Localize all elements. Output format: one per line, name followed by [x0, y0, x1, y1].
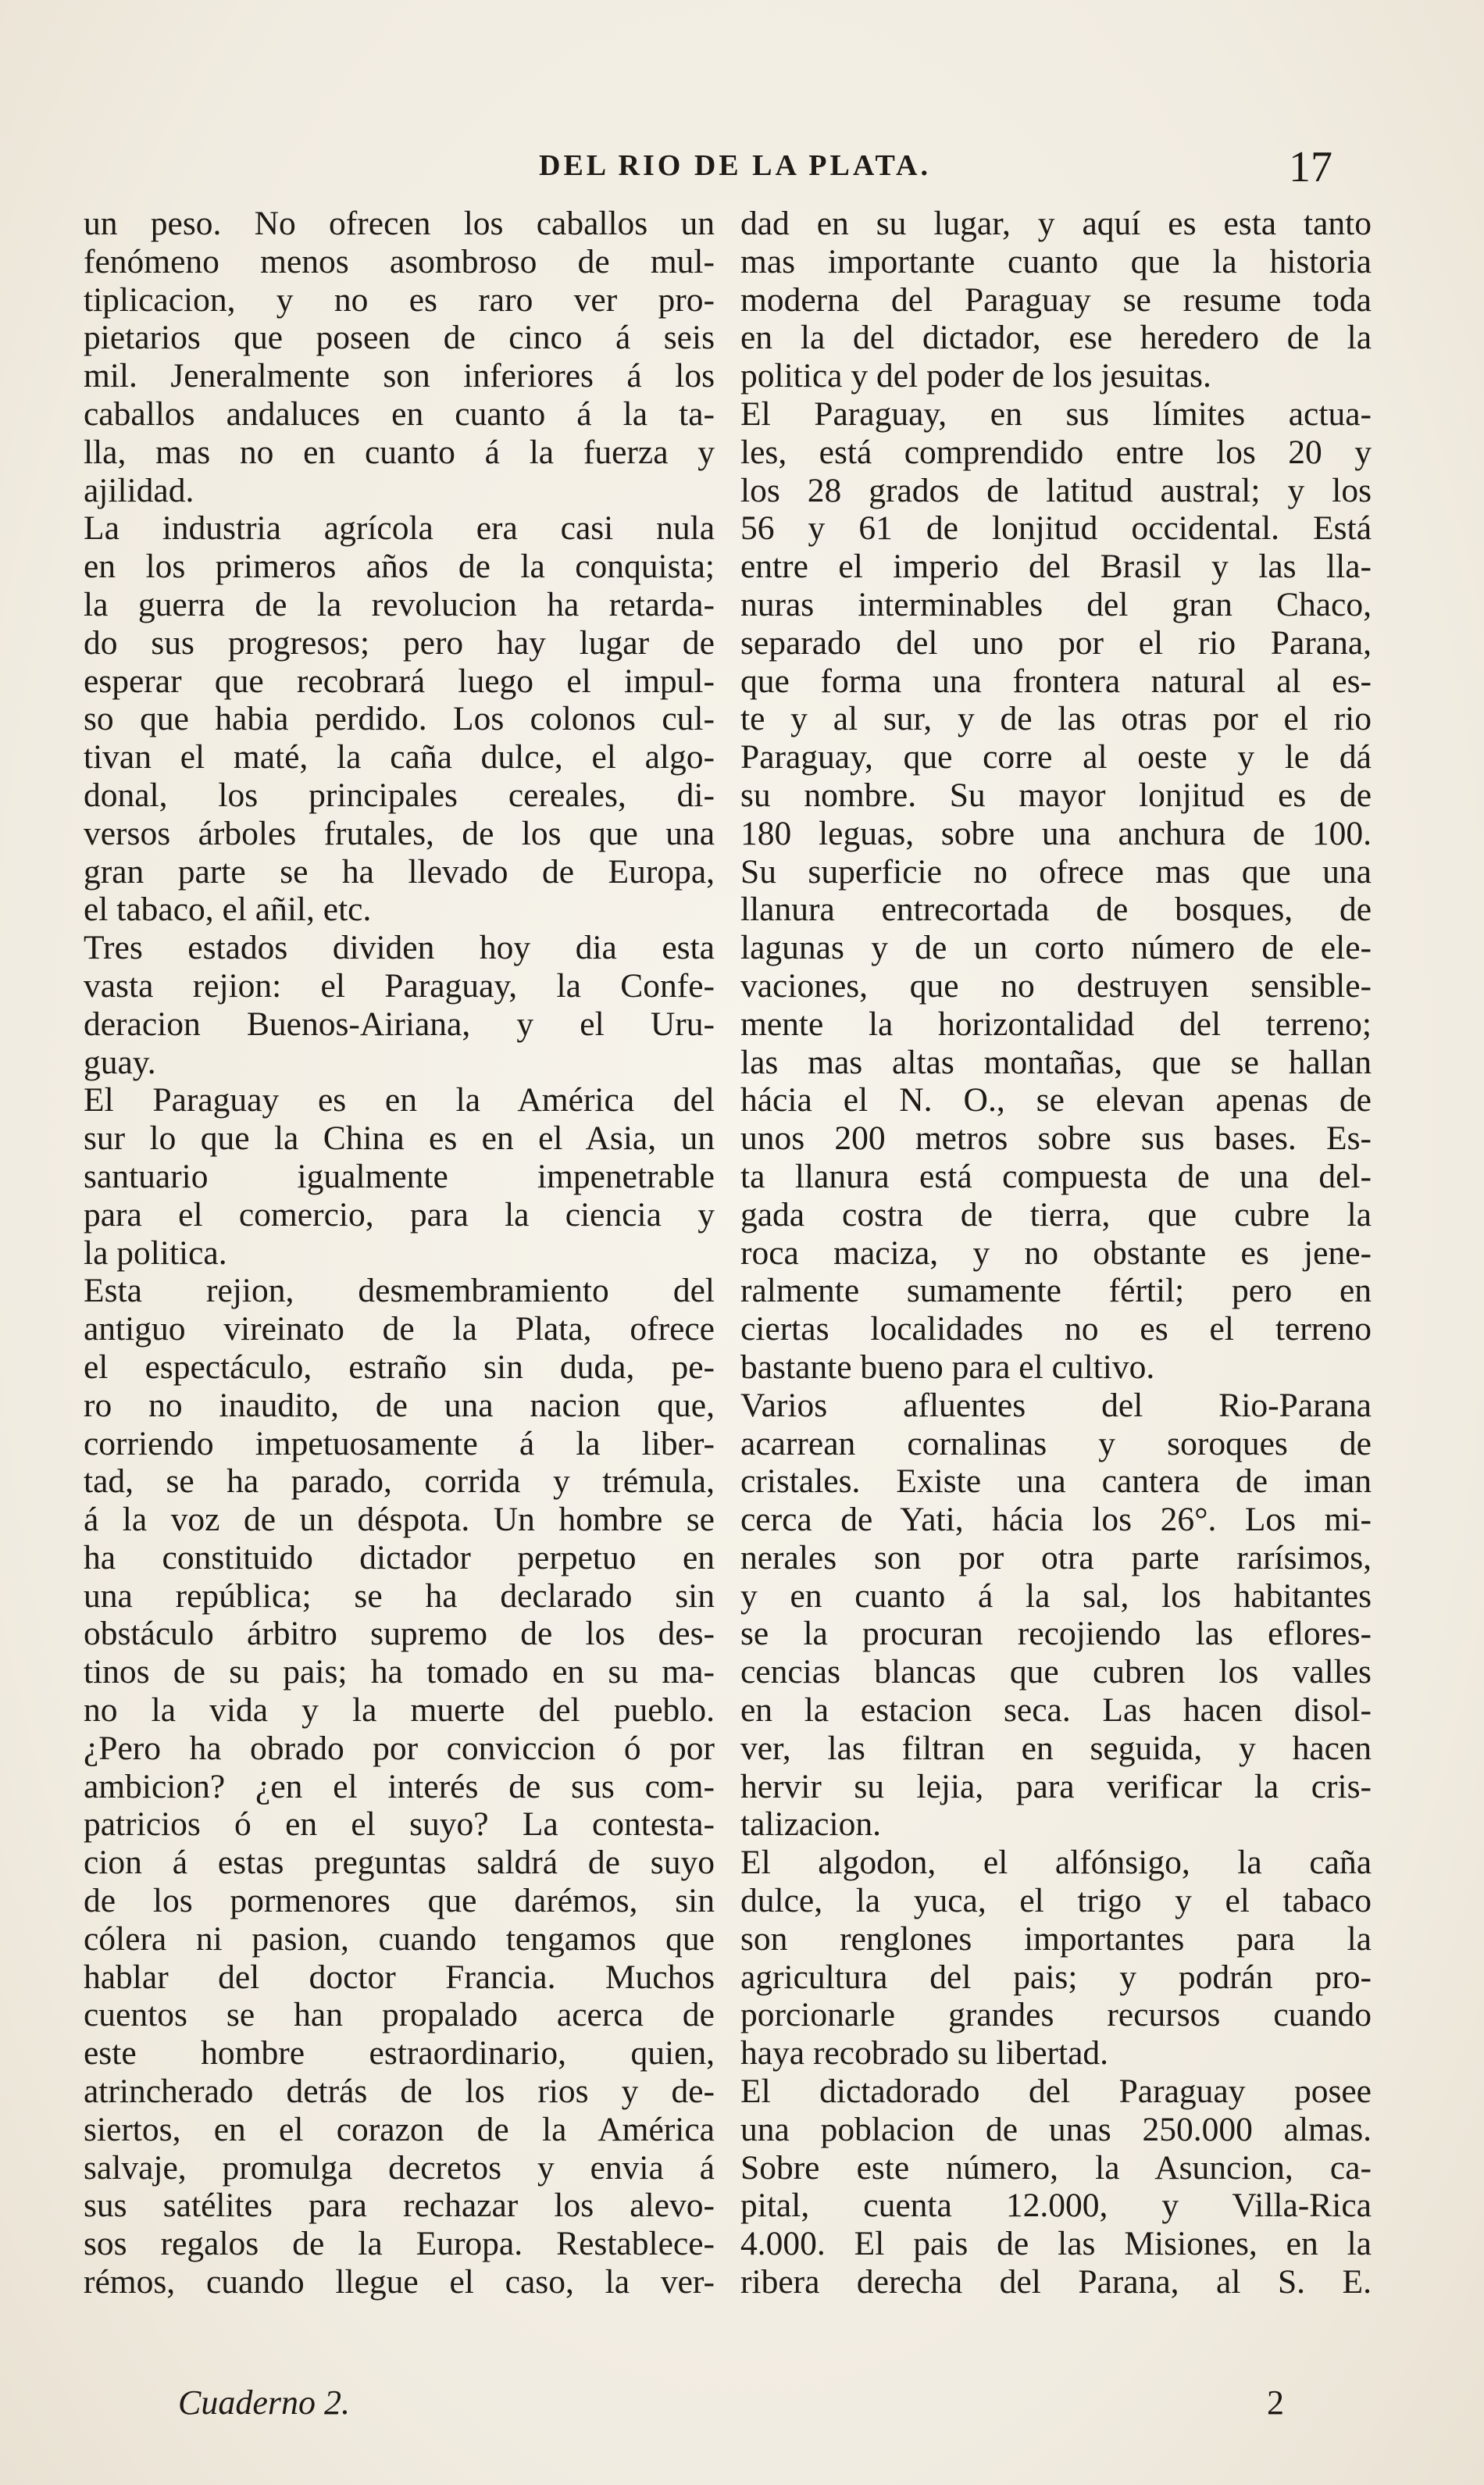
text-line: Sobre este número, la Asuncion, ca- [740, 2148, 1372, 2187]
text-line: cristales. Existe una cantera de iman [740, 1462, 1372, 1501]
right-column [740, 205, 1372, 2301]
text-line: este hombre estraordinario, quien, [84, 2034, 715, 2073]
text-line: antiguo vireinato de la Plata, ofrece [84, 1310, 715, 1348]
text-line: 180 leguas, sobre una anchura de 100. [740, 814, 1372, 852]
text-line: guay. [84, 1043, 156, 1081]
text-line: mente la horizontalidad del terreno; [740, 1005, 1372, 1043]
text-line: lla, mas no en cuanto á la fuerza y [84, 433, 715, 471]
text-line: El Paraguay es en la América del [84, 1081, 715, 1119]
text-line: Varios afluentes del Rio-Parana [740, 1386, 1372, 1424]
text-line: politica y del poder de los jesuitas. [740, 357, 1211, 395]
text-line: hablar del doctor Francia. Muchos [84, 1958, 715, 1996]
text-line: donal, los principales cereales, di- [84, 776, 715, 814]
text-line: ¿Pero ha obrado por conviccion ó por [84, 1729, 715, 1767]
text-line: acarrean cornalinas y soroques de [740, 1424, 1372, 1462]
text-line: tivan el maté, la caña dulce, el algo- [84, 738, 715, 777]
text-line: moderna del Paraguay se resume toda [740, 280, 1372, 319]
sheet-number: 2 [1267, 2383, 1284, 2422]
text-line: el espectáculo, estraño sin duda, pe- [84, 1348, 715, 1386]
text-line: les, está comprendido entre los 20 y [740, 433, 1372, 471]
text-line: gada costra de tierra, que cubre la [740, 1195, 1372, 1234]
text-line: te y al sur, y de las otras por el rio [740, 700, 1372, 738]
text-line: un peso. No ofrecen los caballos un [84, 205, 715, 242]
signature-mark: Cuaderno 2. [178, 2383, 350, 2422]
text-line: Esta rejion, desmembramiento del [84, 1272, 715, 1310]
text-line: tiplicacion, y no es raro ver pro- [84, 280, 715, 319]
text-line: Su superficie no ofrece mas que una [740, 852, 1372, 891]
text-line: siertos, en el corazon de la América [84, 2110, 715, 2148]
text-line: gran parte se ha llevado de Europa, [84, 852, 715, 891]
text-line: cencias blancas que cubren los valles [740, 1653, 1372, 1691]
text-line: ro no inaudito, de una nacion que, [84, 1386, 715, 1424]
text-line: sos regalos de la Europa. Restablece- [84, 2225, 715, 2263]
text-line: ribera derecha del Parana, al S. E. [740, 2263, 1372, 2301]
text-line: caballos andaluces en cuanto á la ta- [84, 395, 715, 433]
text-line: corriendo impetuosamente á la liber- [84, 1424, 715, 1462]
text-line: lagunas y de un corto número de ele- [740, 929, 1372, 967]
text-line: ver, las filtran en seguida, y hacen [740, 1729, 1372, 1767]
page-number: 17 [1289, 143, 1332, 191]
text-line: las mas altas montañas, que se hallan [740, 1043, 1372, 1081]
text-line: mil. Jeneralmente son inferiores á los [84, 357, 715, 395]
text-line: so que habia perdido. Los colonos cul- [84, 700, 715, 738]
text-line: esperar que recobrará luego el impul- [84, 662, 715, 700]
text-line: cuentos se han propalado acerca de [84, 1996, 715, 2034]
text-line: atrincherado detrás de los rios y de- [84, 2073, 715, 2111]
text-line: no la vida y la muerte del pueblo. [84, 1691, 715, 1730]
text-line: una república; se ha declarado sin [84, 1576, 715, 1615]
text-line: los 28 grados de latitud austral; y los [740, 471, 1372, 509]
text-line: una poblacion de unas 250.000 almas. [740, 2110, 1372, 2148]
text-line: patricios ó en el suyo? La contesta- [84, 1805, 715, 1844]
text-line: son renglones importantes para la [740, 1919, 1372, 1958]
text-line: de los pormenores que darémos, sin [84, 1882, 715, 1920]
text-line: do sus progresos; pero hay lugar de [84, 623, 715, 662]
text-line: ciertas localidades no es el terreno [740, 1310, 1372, 1348]
text-line: dad en su lugar, y aquí es esta tanto [740, 205, 1372, 242]
text-line: 56 y 61 de lonjitud occidental. Está [740, 509, 1372, 548]
text-line: hácia el N. O., se elevan apenas de [740, 1081, 1372, 1119]
left-column [84, 205, 715, 2301]
page-header [0, 143, 1484, 195]
text-line: deracion Buenos-Airiana, y el Uru- [84, 1005, 715, 1043]
text-line: 4.000. El pais de las Misiones, en la [740, 2225, 1372, 2263]
text-line: roca maciza, y no obstante es jene- [740, 1234, 1372, 1272]
text-line: vasta rejion: el Paraguay, la Confe- [84, 966, 715, 1005]
text-line: pietarios que poseen de cinco á seis [84, 319, 715, 357]
text-line: La industria agrícola era casi nula [84, 509, 715, 548]
text-line: en los primeros años de la conquista; [84, 548, 715, 586]
text-line: ambicion? ¿en el interés de sus com- [84, 1767, 715, 1805]
text-line: pital, cuenta 12.000, y Villa-Rica [740, 2187, 1372, 2225]
text-line: haya recobrado su libertad. [740, 2034, 1109, 2073]
text-line: ha constituido dictador perpetuo en [84, 1538, 715, 1576]
text-line: santuario igualmente impenetrable [84, 1157, 715, 1195]
text-line: rémos, cuando llegue el caso, la ver- [84, 2263, 715, 2301]
text-line: salvaje, promulga decretos y envia á [84, 2148, 715, 2187]
text-line: vaciones, que no destruyen sensible- [740, 966, 1372, 1005]
text-line: nuras interminables del gran Chaco, [740, 585, 1372, 623]
text-line: hervir su lejia, para verificar la cris- [740, 1767, 1372, 1805]
text-line: y en cuanto á la sal, los habitantes [740, 1576, 1372, 1615]
text-line: tinos de su pais; ha tomado en su ma- [84, 1653, 715, 1691]
text-line: en la estacion seca. Las hacen disol- [740, 1691, 1372, 1730]
text-line: obstáculo árbitro supremo de los des- [84, 1615, 715, 1653]
text-line: porcionarle grandes recursos cuando [740, 1996, 1372, 2034]
text-line: Tres estados dividen hoy dia esta [84, 929, 715, 967]
text-line: agricultura del pais; y podrán pro- [740, 1958, 1372, 1996]
text-line: El Paraguay, en sus límites actua- [740, 395, 1372, 433]
text-line: dulce, la yuca, el trigo y el tabaco [740, 1882, 1372, 1920]
text-line: cerca de Yati, hácia los 26°. Los mi- [740, 1501, 1372, 1539]
text-line: sur lo que la China es en el Asia, un [84, 1119, 715, 1158]
text-line: llanura entrecortada de bosques, de [740, 891, 1372, 929]
text-line: la guerra de la revolucion ha retarda- [84, 585, 715, 623]
running-head: DEL RIO DE LA PLATA. [539, 149, 931, 182]
text-line: cólera ni pasion, cuando tengamos que [84, 1919, 715, 1958]
text-line: El dictadorado del Paraguay posee [740, 2073, 1372, 2111]
text-line: en la del dictador, ese heredero de la [740, 319, 1372, 357]
text-line: para el comercio, para la ciencia y [84, 1195, 715, 1234]
text-line: El algodon, el alfónsigo, la caña [740, 1844, 1372, 1882]
text-line: talizacion. [740, 1805, 881, 1844]
text-line: bastante bueno para el cultivo. [740, 1348, 1155, 1386]
text-line: Paraguay, que corre al oeste y le dá [740, 738, 1372, 777]
text-line: ralmente sumamente fértil; pero en [740, 1272, 1372, 1310]
text-line: á la voz de un déspota. Un hombre se [84, 1501, 715, 1539]
text-line: nerales son por otra parte rarísimos, [740, 1538, 1372, 1576]
text-line: el tabaco, el añil, etc. [84, 891, 372, 929]
text-line: fenómeno menos asombroso de mul- [84, 242, 715, 280]
text-line: separado del uno por el rio Parana, [740, 623, 1372, 662]
text-line: tad, se ha parado, corrida y trémula, [84, 1462, 715, 1501]
text-line: sus satélites para rechazar los alevo- [84, 2187, 715, 2225]
text-line: se la procuran recojiendo las eflores- [740, 1615, 1372, 1653]
text-line: mas importante cuanto que la historia [740, 242, 1372, 280]
text-line: su nombre. Su mayor lonjitud es de [740, 776, 1372, 814]
text-line: entre el imperio del Brasil y las lla- [740, 548, 1372, 586]
text-line: unos 200 metros sobre sus bases. Es- [740, 1119, 1372, 1158]
text-line: cion á estas preguntas saldrá de suyo [84, 1844, 715, 1882]
text-line: la politica. [84, 1234, 227, 1272]
text-line: ta llanura está compuesta de una del- [740, 1157, 1372, 1195]
text-line: que forma una frontera natural al es- [740, 662, 1372, 700]
text-line: versos árboles frutales, de los que una [84, 814, 715, 852]
text-line: ajilidad. [84, 471, 194, 509]
